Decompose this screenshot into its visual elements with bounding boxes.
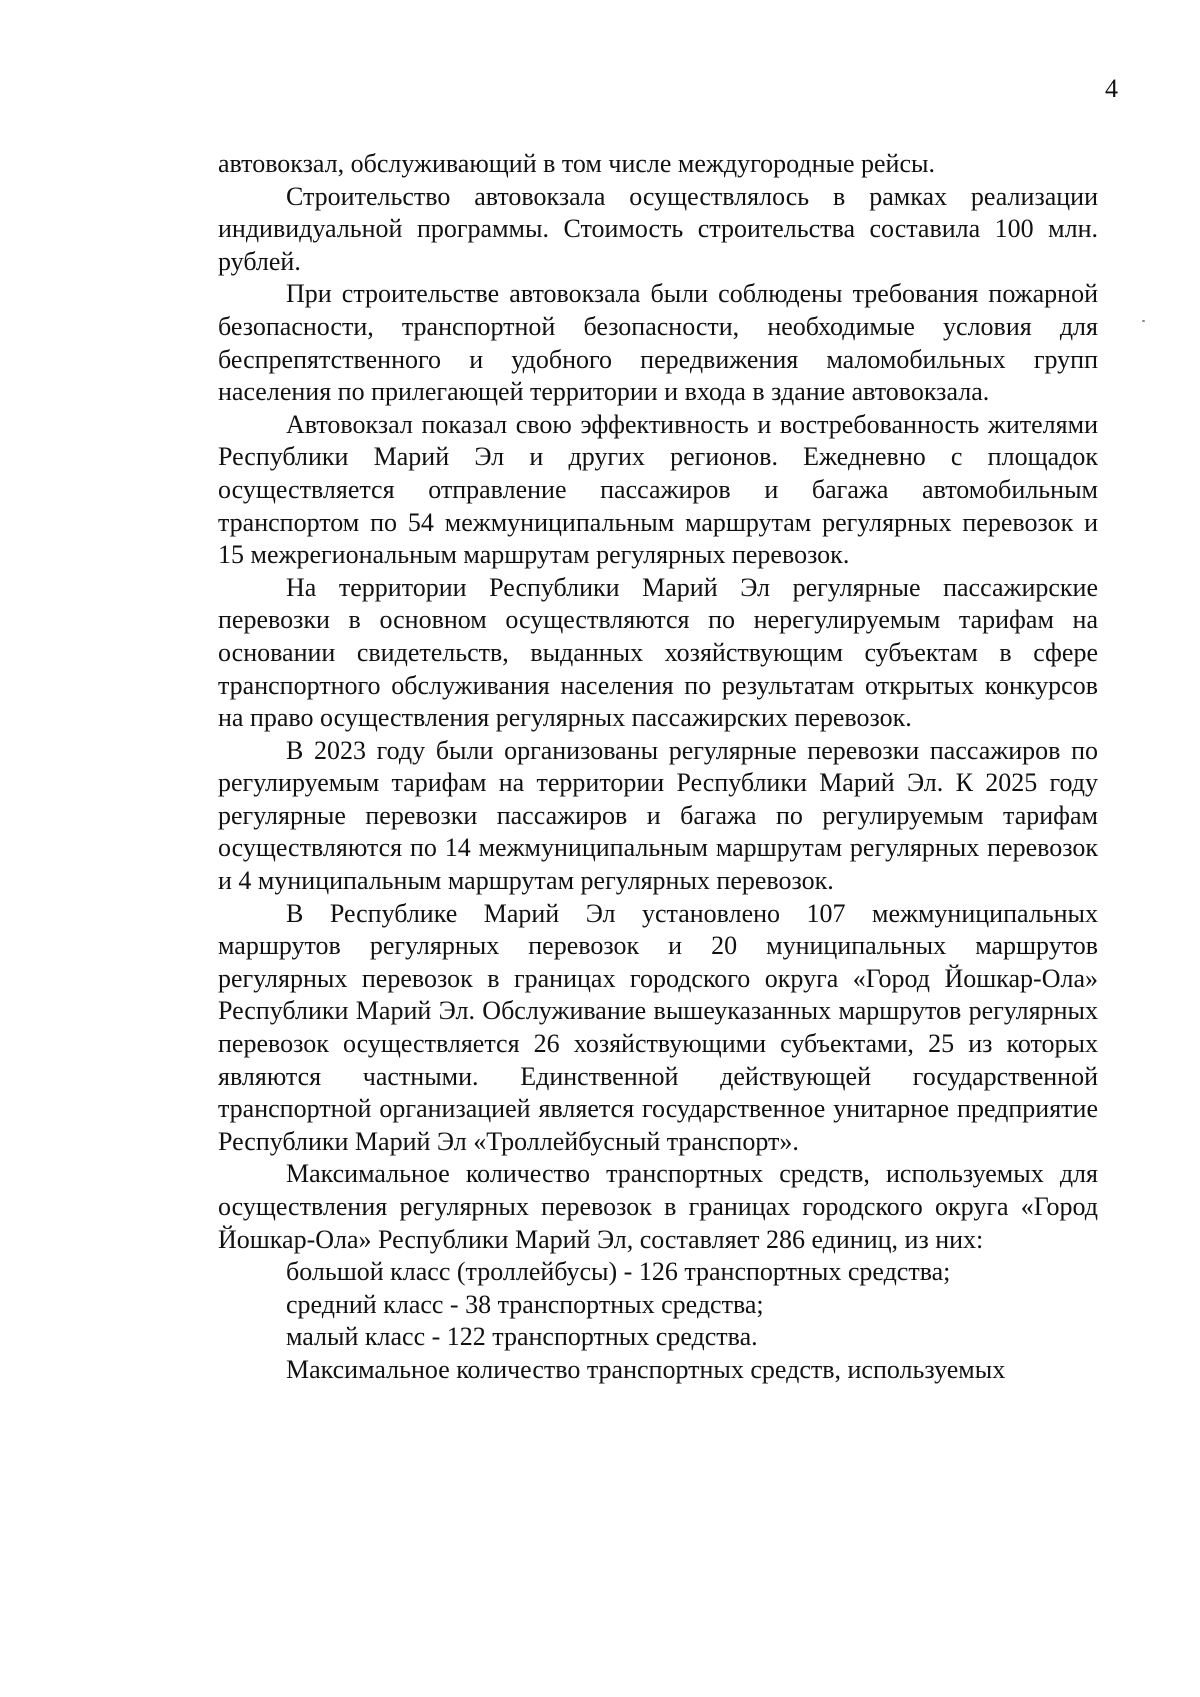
paragraph-construction-cost: Строительство автовокзала осуществлялось в рамках реализации индивидуальной программы. Стоимость строительства составила 100 млн. рублей. xyxy=(218,181,1098,276)
document-body xyxy=(218,148,1098,1387)
paragraph-final-fragment: Максимальное количество транспортных средств, используемых xyxy=(286,1354,1006,1384)
paragraph-continuation: автовокзал, обслуживающий в том числе междугородные рейсы. xyxy=(218,149,935,178)
paragraph-bus-station-efficiency: Автовокзал показал свою эффективность и востребованность жителями Республики Марий Эл и других регионов. Ежедневно с площадок осуществляется отправление пассажиров и багажа автомобильным транспортом по 54 межмуниципальным маршрутам регулярных перевозок и 15 межрегиональным маршрутам регулярных перевозок. xyxy=(218,409,1098,570)
paragraph-safety-requirements: При строительстве автовокзала были соблюдены требования пожарной безопасности, транспортной безопасности, необходимые условия для беспрепятственного и удобного передвижения маломобильных групп населения по прилегающей территории и входа в здание автовокзала. xyxy=(218,279,1098,407)
paragraph-unregulated-tariffs: На территории Республики Марий Эл регулярные пассажирские перевозки в основном осуществляются по нерегулируемым тарифам на основании свидетельств, выданных хозяйствующим субъектам в сфере транспортного обслуживания населения по результатам открытых конкурсов на право осуществления регулярных пассажирских перевозок. xyxy=(218,572,1098,733)
paragraph-routes-and-operators: В Республике Марий Эл установлено 107 межмуниципальных маршрутов регулярных перевозок и 20 муниципальных маршрутов регулярных перевозок в границах городского округа «Город Йошкар-Ола» Республики Марий Эл. Обслуживание вышеуказанных маршрутов регулярных перевозок осуществляется 26 хозяйствующими субъектами, 25 из которых являются частными. Единственной действующей государственной транспортной организацией является государственное унитарное предприятие Республики Марий Эл «Троллейбусный транспорт». xyxy=(218,898,1098,1156)
paragraph-regulated-tariffs: В 2023 году были организованы регулярные перевозки пассажиров по регулируемым тарифам на территории Республики Марий Эл. К 2025 году регулярные перевозки пассажиров и багажа по регулируемым тарифам осуществляются по 14 межмуниципальным маршрутам регулярных перевозок и 4 муниципальным маршрутам регулярных перевозок. xyxy=(218,735,1098,896)
paragraph-vehicle-count: Максимальное количество транспортных средств, используемых для осуществления регулярных перевозок в границах городского округа «Город Йошкар-Ола» Республики Марий Эл, составляет 286 единиц, из них: xyxy=(218,1159,1098,1254)
scan-speck xyxy=(1142,320,1145,322)
list-item-large-class: большой класс (троллейбусы) - 126 транспортных средства; xyxy=(286,1257,951,1287)
list-item-small-class: малый класс - 122 транспортных средства. xyxy=(286,1322,758,1352)
list-item-medium-class: средний класс - 38 транспортных средства; xyxy=(286,1289,764,1319)
page-number: 4 xyxy=(1105,74,1118,103)
